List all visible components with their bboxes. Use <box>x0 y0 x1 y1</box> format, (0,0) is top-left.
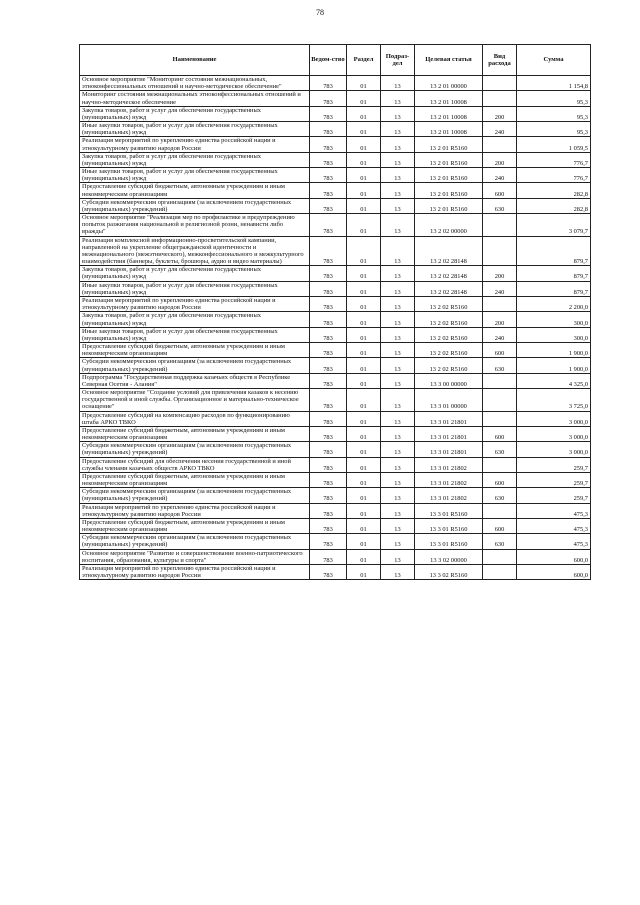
header-razd: Раздел <box>347 45 381 76</box>
table-row <box>80 122 591 137</box>
cell-vid: 630 <box>483 198 517 213</box>
cell-cel: 13 2 02 28148 <box>415 236 483 266</box>
cell-cel: 13 2 01 R5160 <box>415 152 483 167</box>
cell-ved: 783 <box>310 183 347 198</box>
table-header-row <box>80 45 591 76</box>
cell-ved: 783 <box>310 343 347 358</box>
cell-ved: 783 <box>310 214 347 237</box>
cell-name: Закупка товаров, работ и услуг для обеспечения государственных (муниципальных) нужд <box>80 312 310 327</box>
cell-vid: 630 <box>483 442 517 457</box>
cell-cel: 13 2 02 00000 <box>415 214 483 237</box>
cell-cel: 13 2 02 R5160 <box>415 327 483 342</box>
cell-vid <box>483 565 517 580</box>
cell-sum: 259,7 <box>517 457 591 472</box>
cell-ved: 783 <box>310 503 347 518</box>
cell-name: Реализация мероприятий по укреплению единства российской нации и этнокультурному развитию народов России <box>80 137 310 152</box>
cell-razd: 01 <box>347 296 381 311</box>
cell-ved: 783 <box>310 373 347 388</box>
table-row <box>80 488 591 503</box>
cell-cel: 13 2 01 R5160 <box>415 183 483 198</box>
cell-vid <box>483 373 517 388</box>
table-row <box>80 565 591 580</box>
cell-name: Субсидии некоммерческим организациям (за исключением государственных (муниципальных) учреждений) <box>80 198 310 213</box>
cell-podr: 13 <box>381 343 415 358</box>
cell-podr: 13 <box>381 518 415 533</box>
cell-cel: 13 3 01 21801 <box>415 426 483 441</box>
cell-name: Предоставление субсидий бюджетным, автономным учреждениям и иным некоммерческим организациям <box>80 343 310 358</box>
cell-razd: 01 <box>347 565 381 580</box>
cell-name: Предоставление субсидий бюджетным, автономным учреждениям и иным некоммерческим организациям <box>80 183 310 198</box>
cell-sum: 282,8 <box>517 198 591 213</box>
cell-name: Основное мероприятие "Мониторинг состояния межнациональных, этноконфессиональных отношений и научно-методическое обеспечение" <box>80 76 310 91</box>
cell-razd: 01 <box>347 198 381 213</box>
cell-cel: 13 2 01 R5160 <box>415 168 483 183</box>
budget-table <box>79 44 591 580</box>
cell-name: Основное мероприятие "Реализация мер по профилактике и предупреждению попыток разжигания национальной и религиозной розни, ненависти либо вражды" <box>80 214 310 237</box>
table-row <box>80 76 591 91</box>
cell-cel: 13 3 02 00000 <box>415 549 483 564</box>
cell-podr: 13 <box>381 472 415 487</box>
table-row <box>80 358 591 373</box>
cell-podr: 13 <box>381 457 415 472</box>
cell-podr: 13 <box>381 281 415 296</box>
cell-sum: 95,3 <box>517 122 591 137</box>
cell-podr: 13 <box>381 389 415 412</box>
cell-podr: 13 <box>381 106 415 121</box>
cell-name: Иные закупки товаров, работ и услуг для обеспечения государственных (муниципальных) нужд <box>80 281 310 296</box>
cell-ved: 783 <box>310 457 347 472</box>
table-row <box>80 236 591 266</box>
cell-vid: 600 <box>483 183 517 198</box>
cell-razd: 01 <box>347 236 381 266</box>
cell-razd: 01 <box>347 122 381 137</box>
cell-podr: 13 <box>381 122 415 137</box>
cell-sum: 3 000,0 <box>517 426 591 441</box>
cell-cel: 13 3 01 R5160 <box>415 518 483 533</box>
cell-sum: 475,3 <box>517 534 591 549</box>
cell-cel: 13 2 02 R5160 <box>415 312 483 327</box>
cell-podr: 13 <box>381 76 415 91</box>
cell-sum: 95,3 <box>517 106 591 121</box>
cell-ved: 783 <box>310 152 347 167</box>
cell-sum: 3 000,0 <box>517 442 591 457</box>
table-row <box>80 327 591 342</box>
cell-ved: 783 <box>310 565 347 580</box>
table-row <box>80 457 591 472</box>
cell-sum: 300,0 <box>517 327 591 342</box>
cell-cel: 13 2 01 10008 <box>415 91 483 106</box>
cell-vid <box>483 503 517 518</box>
table-row <box>80 106 591 121</box>
cell-vid: 240 <box>483 281 517 296</box>
cell-sum: 475,3 <box>517 503 591 518</box>
cell-cel: 13 3 01 21802 <box>415 472 483 487</box>
cell-razd: 01 <box>347 358 381 373</box>
cell-vid: 630 <box>483 488 517 503</box>
cell-name: Иные закупки товаров, работ и услуг для обеспечения государственных (муниципальных) нужд <box>80 168 310 183</box>
cell-vid: 240 <box>483 122 517 137</box>
cell-razd: 01 <box>347 106 381 121</box>
cell-name: Иные закупки товаров, работ и услуг для обеспечения государственных (муниципальных) нужд <box>80 122 310 137</box>
cell-ved: 783 <box>310 296 347 311</box>
cell-vid: 630 <box>483 534 517 549</box>
cell-vid <box>483 236 517 266</box>
cell-name: Реализация мероприятий по укреплению единства российской нации и этнокультурному развитию народов России <box>80 565 310 580</box>
cell-cel: 13 3 01 21802 <box>415 457 483 472</box>
table-row <box>80 472 591 487</box>
cell-sum: 600,0 <box>517 549 591 564</box>
cell-ved: 783 <box>310 91 347 106</box>
table-row <box>80 137 591 152</box>
cell-vid: 630 <box>483 358 517 373</box>
header-name: Наименование <box>80 45 310 76</box>
cell-sum: 282,8 <box>517 183 591 198</box>
cell-vid <box>483 457 517 472</box>
cell-razd: 01 <box>347 373 381 388</box>
cell-razd: 01 <box>347 281 381 296</box>
cell-razd: 01 <box>347 91 381 106</box>
cell-name: Предоставление субсидий бюджетным, автономным учреждениям и иным некоммерческим организациям <box>80 426 310 441</box>
cell-vid: 600 <box>483 426 517 441</box>
cell-cel: 13 2 02 R5160 <box>415 358 483 373</box>
cell-vid <box>483 296 517 311</box>
cell-vid <box>483 91 517 106</box>
cell-ved: 783 <box>310 312 347 327</box>
cell-ved: 783 <box>310 236 347 266</box>
cell-ved: 783 <box>310 426 347 441</box>
cell-vid <box>483 137 517 152</box>
cell-name: Предоставление субсидий бюджетным, автономным учреждениям и иным некоммерческим организациям <box>80 518 310 533</box>
cell-podr: 13 <box>381 183 415 198</box>
cell-podr: 13 <box>381 312 415 327</box>
table-row <box>80 312 591 327</box>
cell-podr: 13 <box>381 503 415 518</box>
cell-cel: 13 2 01 R5160 <box>415 198 483 213</box>
cell-sum: 475,3 <box>517 518 591 533</box>
cell-ved: 783 <box>310 168 347 183</box>
cell-ved: 783 <box>310 488 347 503</box>
cell-cel: 13 2 02 R5160 <box>415 343 483 358</box>
cell-ved: 783 <box>310 534 347 549</box>
table-row <box>80 426 591 441</box>
cell-ved: 783 <box>310 389 347 412</box>
cell-cel: 13 3 01 00000 <box>415 389 483 412</box>
cell-cel: 13 2 02 28148 <box>415 281 483 296</box>
cell-razd: 01 <box>347 488 381 503</box>
cell-cel: 13 2 01 00000 <box>415 76 483 91</box>
cell-vid: 240 <box>483 168 517 183</box>
cell-vid: 200 <box>483 152 517 167</box>
cell-name: Подпрограмма "Государственная поддержка казачьих обществ в Республике Северная Осетия - Алания" <box>80 373 310 388</box>
cell-ved: 783 <box>310 518 347 533</box>
table-body <box>80 76 591 580</box>
table-row <box>80 373 591 388</box>
cell-podr: 13 <box>381 198 415 213</box>
cell-name: Реализация мероприятий по укреплению единства российской нации и этнокультурному развитию народов России <box>80 503 310 518</box>
table-row <box>80 183 591 198</box>
cell-cel: 13 2 02 R5160 <box>415 296 483 311</box>
cell-name: Предоставление субсидий для обеспечения несения государственной и иной службы членами казачьих обществ АРКО ТВКО <box>80 457 310 472</box>
cell-name: Иные закупки товаров, работ и услуг для обеспечения государственных (муниципальных) нужд <box>80 327 310 342</box>
table-row <box>80 281 591 296</box>
cell-razd: 01 <box>347 137 381 152</box>
cell-cel: 13 2 01 10008 <box>415 106 483 121</box>
table-row <box>80 442 591 457</box>
cell-podr: 13 <box>381 534 415 549</box>
cell-sum: 776,7 <box>517 168 591 183</box>
cell-sum: 95,3 <box>517 91 591 106</box>
table-row <box>80 214 591 237</box>
cell-sum: 879,7 <box>517 281 591 296</box>
cell-name: Реализация комплексной информационно-просветительской кампании, направленной на укрепление общегражданской идентичности и межнационального (межэтнического), межконфессионального и межкультурного взаимодействия (баннеры, буклеты, брошюры, аудио и видео материалы) <box>80 236 310 266</box>
cell-razd: 01 <box>347 472 381 487</box>
cell-razd: 01 <box>347 503 381 518</box>
cell-cel: 13 2 01 10008 <box>415 122 483 137</box>
cell-podr: 13 <box>381 488 415 503</box>
cell-ved: 783 <box>310 472 347 487</box>
cell-sum: 1 900,0 <box>517 358 591 373</box>
cell-sum: 2 200,0 <box>517 296 591 311</box>
cell-razd: 01 <box>347 442 381 457</box>
cell-cel: 13 2 01 R5160 <box>415 137 483 152</box>
cell-sum: 259,7 <box>517 472 591 487</box>
cell-vid <box>483 76 517 91</box>
cell-sum: 259,7 <box>517 488 591 503</box>
cell-name: Предоставление субсидий на компенсацию расходов по функционированию штаба АРКО ТВКО <box>80 411 310 426</box>
cell-sum: 879,7 <box>517 266 591 281</box>
cell-name: Закупка товаров, работ и услуг для обеспечения государственных (муниципальных) нужд <box>80 266 310 281</box>
cell-cel: 13 3 01 21802 <box>415 488 483 503</box>
cell-razd: 01 <box>347 312 381 327</box>
cell-cel: 13 3 01 R5160 <box>415 534 483 549</box>
cell-razd: 01 <box>347 343 381 358</box>
table-row <box>80 168 591 183</box>
cell-podr: 13 <box>381 296 415 311</box>
cell-podr: 13 <box>381 168 415 183</box>
cell-name: Мониторинг состояния межнациональных этноконфессиональных отношений и научно-методическое обеспечение <box>80 91 310 106</box>
table-row <box>80 198 591 213</box>
cell-podr: 13 <box>381 358 415 373</box>
cell-razd: 01 <box>347 327 381 342</box>
cell-vid: 600 <box>483 472 517 487</box>
cell-razd: 01 <box>347 214 381 237</box>
cell-ved: 783 <box>310 411 347 426</box>
cell-podr: 13 <box>381 565 415 580</box>
cell-name: Закупка товаров, работ и услуг для обеспечения государственных (муниципальных) нужд <box>80 106 310 121</box>
cell-ved: 783 <box>310 137 347 152</box>
cell-cel: 13 3 01 21801 <box>415 411 483 426</box>
cell-vid: 600 <box>483 343 517 358</box>
cell-razd: 01 <box>347 457 381 472</box>
header-cel: Целевая статья <box>415 45 483 76</box>
page-number: 78 <box>316 8 324 17</box>
table-row <box>80 296 591 311</box>
cell-cel: 13 3 02 R5160 <box>415 565 483 580</box>
cell-name: Основное мероприятие "Создание условий для привлечения казаков к несению государственной и иной службы. Организационное и материально-техническое оснащение" <box>80 389 310 412</box>
cell-razd: 01 <box>347 411 381 426</box>
table-row <box>80 534 591 549</box>
table-row <box>80 549 591 564</box>
cell-name: Закупка товаров, работ и услуг для обеспечения государственных (муниципальных) нужд <box>80 152 310 167</box>
cell-ved: 783 <box>310 549 347 564</box>
cell-razd: 01 <box>347 152 381 167</box>
table-row <box>80 91 591 106</box>
header-podr: Подраз-дел <box>381 45 415 76</box>
cell-sum: 1 900,0 <box>517 343 591 358</box>
cell-sum: 600,0 <box>517 565 591 580</box>
cell-podr: 13 <box>381 327 415 342</box>
cell-sum: 3 725,0 <box>517 389 591 412</box>
cell-cel: 13 2 02 28148 <box>415 266 483 281</box>
cell-razd: 01 <box>347 389 381 412</box>
cell-name: Субсидии некоммерческим организациям (за исключением государственных (муниципальных) учреждений) <box>80 442 310 457</box>
cell-sum: 776,7 <box>517 152 591 167</box>
table-row <box>80 266 591 281</box>
cell-podr: 13 <box>381 236 415 266</box>
cell-podr: 13 <box>381 91 415 106</box>
cell-name: Субсидии некоммерческим организациям (за исключением государственных (муниципальных) учреждений) <box>80 534 310 549</box>
cell-name: Субсидии некоммерческим организациям (за исключением государственных (муниципальных) учреждений) <box>80 358 310 373</box>
cell-vid: 200 <box>483 312 517 327</box>
header-sum: Сумма <box>517 45 591 76</box>
cell-ved: 783 <box>310 106 347 121</box>
cell-razd: 01 <box>347 534 381 549</box>
table-row <box>80 518 591 533</box>
cell-razd: 01 <box>347 518 381 533</box>
cell-vid: 200 <box>483 266 517 281</box>
cell-name: Субсидии некоммерческим организациям (за исключением государственных (муниципальных) учреждений) <box>80 488 310 503</box>
cell-podr: 13 <box>381 214 415 237</box>
cell-razd: 01 <box>347 266 381 281</box>
cell-razd: 01 <box>347 549 381 564</box>
cell-podr: 13 <box>381 266 415 281</box>
cell-cel: 13 3 00 00000 <box>415 373 483 388</box>
cell-name: Предоставление субсидий бюджетным, автономным учреждениям и иным некоммерческим организациям <box>80 472 310 487</box>
cell-ved: 783 <box>310 76 347 91</box>
cell-ved: 783 <box>310 281 347 296</box>
cell-podr: 13 <box>381 137 415 152</box>
cell-ved: 783 <box>310 442 347 457</box>
cell-sum: 1 059,5 <box>517 137 591 152</box>
cell-razd: 01 <box>347 76 381 91</box>
cell-name: Реализация мероприятий по укреплению единства российской нации и этнокультурному развитию народов России <box>80 296 310 311</box>
cell-razd: 01 <box>347 183 381 198</box>
cell-sum: 300,0 <box>517 312 591 327</box>
cell-ved: 783 <box>310 198 347 213</box>
cell-ved: 783 <box>310 358 347 373</box>
header-vid: Вид расхода <box>483 45 517 76</box>
cell-cel: 13 3 01 R5160 <box>415 503 483 518</box>
cell-sum: 1 154,8 <box>517 76 591 91</box>
cell-vid: 600 <box>483 518 517 533</box>
cell-sum: 3 000,0 <box>517 411 591 426</box>
cell-razd: 01 <box>347 426 381 441</box>
cell-razd: 01 <box>347 168 381 183</box>
cell-sum: 879,7 <box>517 236 591 266</box>
cell-name: Основное мероприятие "Развитие и совершенствование военно-патриотического воспитания, образования, культуры и спорта" <box>80 549 310 564</box>
table-row <box>80 503 591 518</box>
cell-vid <box>483 411 517 426</box>
cell-vid: 200 <box>483 106 517 121</box>
table-row <box>80 343 591 358</box>
cell-ved: 783 <box>310 327 347 342</box>
table-row <box>80 411 591 426</box>
header-ved: Ведом-ство <box>310 45 347 76</box>
cell-podr: 13 <box>381 411 415 426</box>
table-row <box>80 389 591 412</box>
cell-vid <box>483 549 517 564</box>
cell-vid <box>483 389 517 412</box>
cell-podr: 13 <box>381 152 415 167</box>
cell-podr: 13 <box>381 549 415 564</box>
cell-ved: 783 <box>310 266 347 281</box>
cell-sum: 3 079,7 <box>517 214 591 237</box>
cell-podr: 13 <box>381 442 415 457</box>
cell-podr: 13 <box>381 426 415 441</box>
cell-vid: 240 <box>483 327 517 342</box>
cell-ved: 783 <box>310 122 347 137</box>
cell-podr: 13 <box>381 373 415 388</box>
cell-cel: 13 3 01 21801 <box>415 442 483 457</box>
cell-sum: 4 325,0 <box>517 373 591 388</box>
cell-vid <box>483 214 517 237</box>
table-row <box>80 152 591 167</box>
